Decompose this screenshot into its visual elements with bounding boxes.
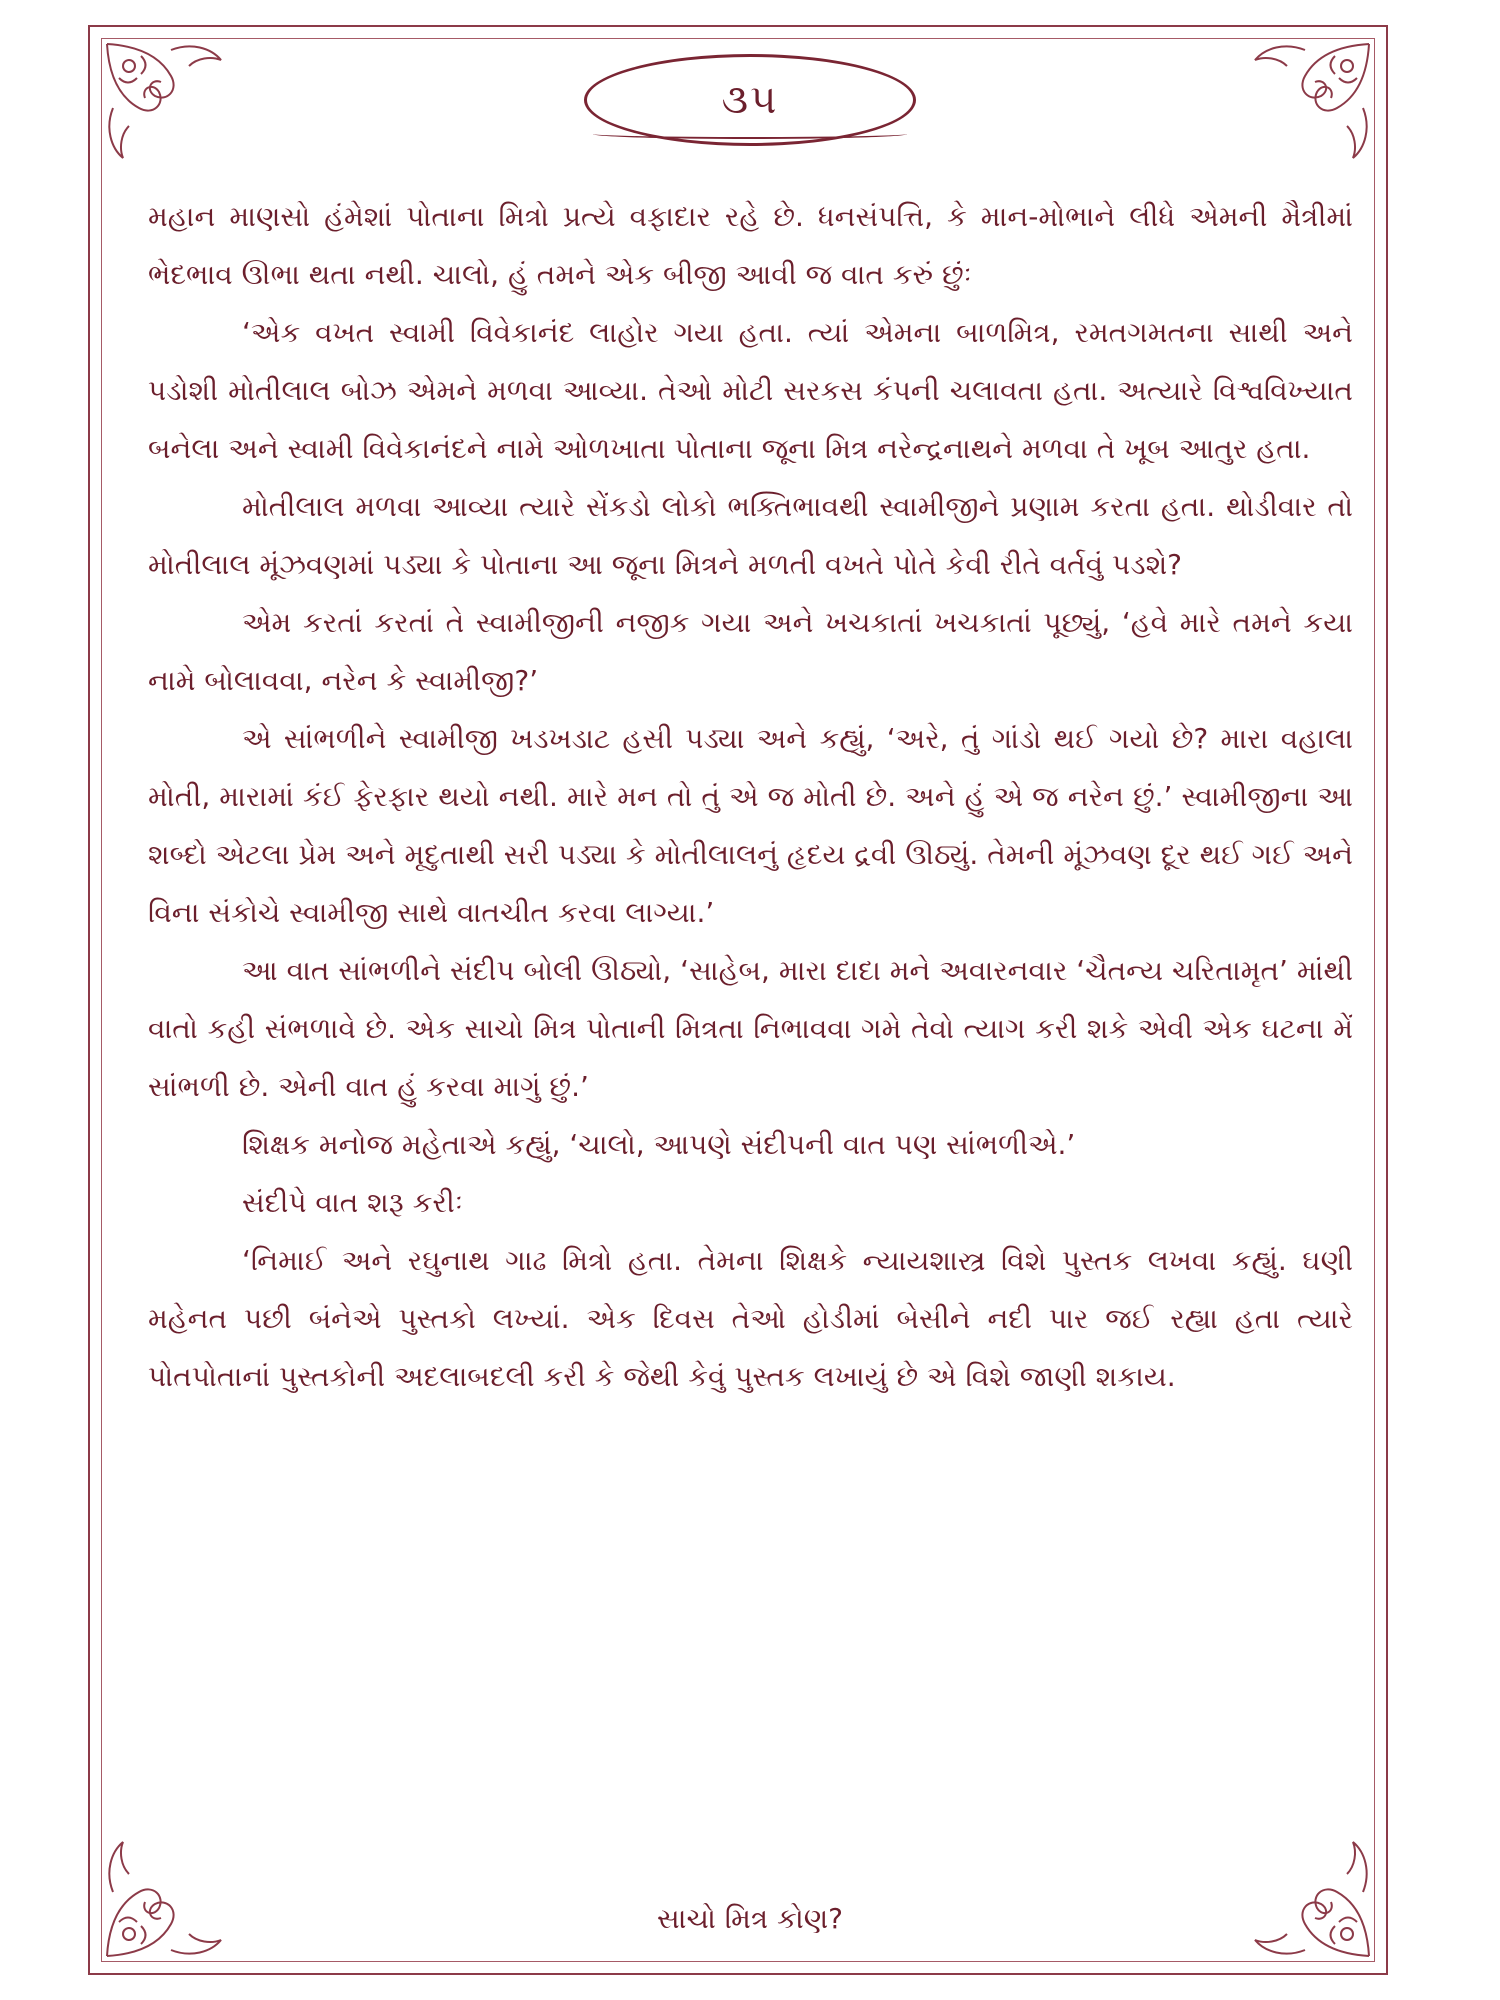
corner-ornament-icon — [101, 38, 251, 188]
corner-ornament-icon — [1225, 1812, 1375, 1962]
page-number-badge — [584, 54, 916, 146]
paragraph: એમ કરતાં કરતાં તે સ્વામીજીની નજીક ગયા અને ખચકાતાં ખચકાતાં પૂછ્યું, ‘હવે મારે તમને કયા નામે બોલાવવા, નરેન કે સ્વામીજી?’ — [148, 606, 1353, 697]
paragraph: મહાન માણસો હંમેશાં પોતાના મિત્રો પ્રત્યે વફાદાર રહે છે. ધનસંપત્તિ, કે માન-મોભાને લીધે એમની મૈત્રીમાં ભેદભાવ ઊભા થતા નથી. ચાલો, હું તમને એક બીજી આવી જ વાત કરું છુંઃ — [148, 200, 1353, 291]
corner-ornament-icon — [101, 1812, 251, 1962]
running-footer-title: સાચો મિત્ર કોણ? — [656, 1902, 844, 1935]
body-text — [148, 188, 1353, 1406]
paragraph: આ વાત સાંભળીને સંદીપ બોલી ઊઠ્યો, ‘સાહેબ, મારા દાદા મને અવારનવાર ‘ચૈતન્ય ચરિતામૃત’ માંથી વાતો કહી સંભળાવે છે. એક સાચો મિત્ર પોતાની મિત્રતા નિભાવવા ગમે તેવો ત્યાગ કરી શકે એવી એક ઘટના મેં સાંભળી છે. એની વાત હું કરવા માગું છું.’ — [148, 954, 1353, 1103]
paragraph: મોતીલાલ મળવા આવ્યા ત્યારે સેંકડો લોકો ભક્તિભાવથી સ્વામીજીને પ્રણામ કરતા હતા. થોડીવાર તો મોતીલાલ મૂંઝવણમાં પડ્યા કે પોતાના આ જૂના મિત્રને મળતી વખતે પોતે કેવી રીતે વર્તવું પડશે? — [148, 490, 1353, 581]
corner-ornament-icon — [1225, 38, 1375, 188]
paragraph: ‘એક વખત સ્વામી વિવેકાનંદ લાહોર ગયા હતા. ત્યાં એમના બાળમિત્ર, રમતગમતના સાથી અને પડોશી મોતીલાલ બોઝ એમને મળવા આવ્યા. તેઓ મોટી સરકસ કંપની ચલાવતા હતા. અત્યારે વિશ્વવિખ્યાત બનેલા અને સ્વામી વિવેકાનંદને નામે ઓળખાતા પોતાના જૂના મિત્ર નરેન્દ્રનાથને મળવા તે ખૂબ આતુર હતા. — [148, 316, 1353, 465]
paragraph: એ સાંભળીને સ્વામીજી ખડખડાટ હસી પડ્યા અને કહ્યું, ‘અરે, તું ગાંડો થઈ ગયો છે? મારા વહાલા મોતી, મારામાં કંઈ ફેરફાર થયો નથી. મારે મન તો તું એ જ મોતી છે. અને હું એ જ નરેન છું.’ સ્વામીજીના આ શબ્દો એટલા પ્રેમ અને મૃદુતાથી સરી પડ્યા કે મોતીલાલનું હૃદય દ્રવી ઊઠ્યું. તેમની મૂંઝવણ દૂર થઈ ગઈ અને વિના સંકોચે સ્વામીજી સાથે વાતચીત કરવા લાગ્યા.’ — [148, 722, 1353, 929]
paragraph: ‘નિમાઈ અને રઘુનાથ ગાઢ મિત્રો હતા. તેમના શિક્ષકે ન્યાયશાસ્ત્ર વિશે પુસ્તક લખવા કહ્યું. ઘણી મહેનત પછી બંનેએ પુસ્તકો લખ્યાં. એક દિવસ તેઓ હોડીમાં બેસીને નદી પાર જઈ રહ્યા હતા ત્યારે પોતપોતાનાં પુસ્તકોની અદલાબદલી કરી કે જેથી કેવું પુસ્તક લખાયું છે એ વિશે જાણી શકાય. — [148, 1244, 1353, 1393]
page-number: ૩૫ — [721, 77, 779, 123]
paragraph: શિક્ષક મનોજ મહેતાએ કહ્યું, ‘ચાલો, આપણે સંદીપની વાત પણ સાંભળીએ.’ — [242, 1128, 1076, 1161]
paragraph: સંદીપે વાત શરૂ કરીઃ — [242, 1186, 463, 1219]
